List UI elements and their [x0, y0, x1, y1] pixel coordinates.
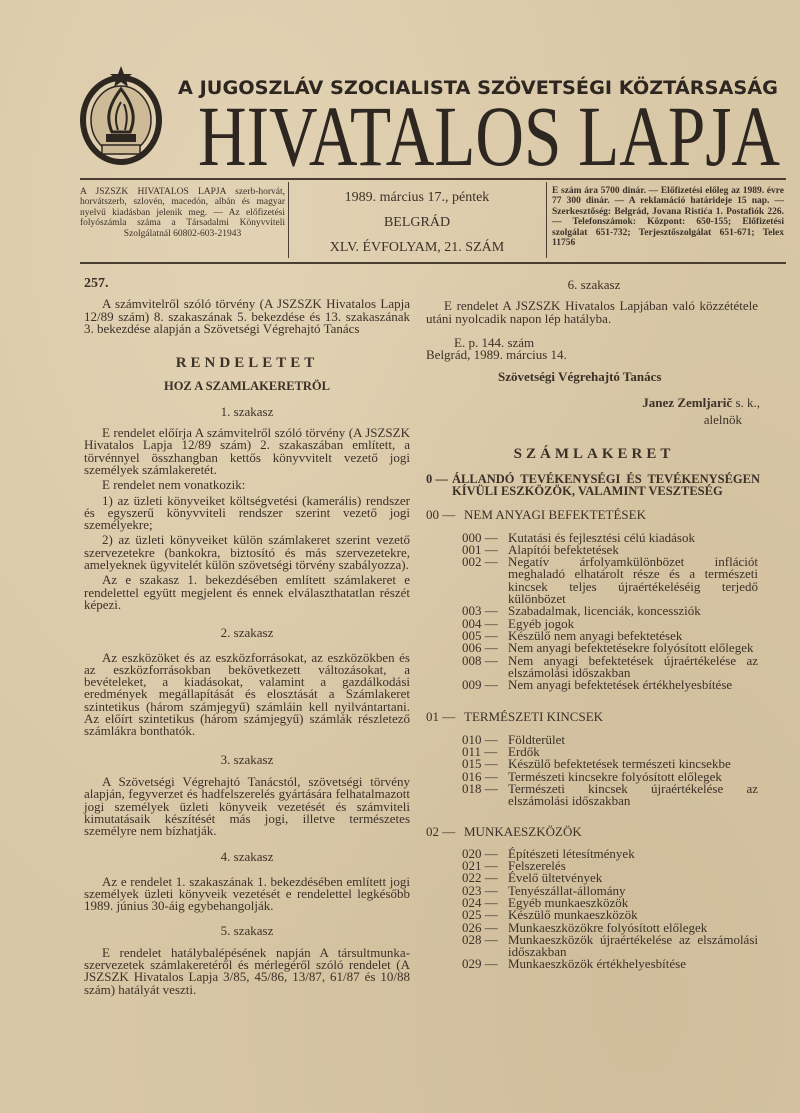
- section-title: 2. szakasz: [220, 625, 274, 641]
- issue-info: [292, 190, 542, 265]
- account-code: 011 —: [462, 744, 498, 760]
- issue-place: BELGRÁD: [383, 215, 451, 230]
- account-name: Természeti kincsekre folyósított előlegek: [508, 768, 722, 784]
- signer-role: alelnök: [703, 412, 742, 428]
- signer-suffix: s. k.,: [732, 394, 760, 410]
- group-title: MUNKAESZKÖZÖK: [464, 823, 582, 839]
- paragraph: Az e rendelet 1. szakaszának 1. bekezdésében említett jogi személyek üzleti könyveik vezetését e rendelettel legkésőbb 1989. június 30-áig egybehangolják.: [84, 873, 410, 914]
- account-code: 015 —: [462, 756, 498, 772]
- account-item: [462, 958, 758, 970]
- account-name: Munkaeszközök értékhelyesbítése: [508, 956, 686, 972]
- masthead-title-wrap: [196, 99, 784, 171]
- class-heading: [426, 473, 782, 498]
- account-groups: [426, 509, 782, 971]
- account-item: [462, 652, 758, 680]
- account-name: Földterület: [508, 731, 566, 747]
- account-name: Készülő munkaeszközök: [508, 907, 638, 923]
- account-code: 020 —: [462, 845, 498, 861]
- account-code: 029 —: [462, 956, 498, 972]
- account-frame-title: SZÁMLAKERET: [513, 446, 675, 463]
- account-name: Nem anyagi befektetésekre folyósított előlegek: [508, 640, 754, 656]
- account-code: 024 —: [462, 894, 498, 910]
- account-item: [462, 845, 758, 861]
- divider: [80, 262, 786, 264]
- account-name: Tenyészállat-állomány: [508, 882, 626, 898]
- account-name: Felszerelés: [508, 858, 566, 874]
- masthead-title: HIVATALOS LAPJA: [198, 99, 780, 171]
- preamble: A számvitelről szóló törvény (A JSZSZK Hivatalos Lapja 12/89 szám) 8. szakaszának 5. bekezdése és 13. szakaszának 3. bekezdése alapján a Szövetségi Végrehajtó Tanács: [84, 296, 410, 336]
- account-group-heading: [426, 711, 782, 723]
- account-name: Alapítói befektetések: [508, 541, 619, 557]
- paragraph: A Szövetségi Végrehajtó Tanácstól, szövetségi törvény alapján, fegyverzet és hadfelszerelés gyártására felhatalmazott jogi személyek üzleti könyveik vezetését és számviteli kimutatásaik készítését más jogi, illetve természetes személyre nem bízhatják.: [84, 773, 410, 839]
- group-title: TERMÉSZETI KINCSEK: [464, 709, 604, 725]
- issue-number: XLV. ÉVFOLYAM, 21. SZÁM: [329, 240, 505, 255]
- account-name: Egyéb munkaeszközök: [508, 894, 629, 910]
- account-item: [462, 860, 758, 872]
- account-code: 002 —: [462, 554, 498, 570]
- account-group-heading: [426, 823, 782, 839]
- account-list: [426, 731, 782, 809]
- account-name: Erdők: [508, 744, 540, 760]
- account-name: Nem anyagi befektetések újraértékelése az elszámolási időszakban: [508, 652, 758, 680]
- paragraph: 1) az üzleti könyveiket költségvetési (kamerális) rendszer és egyszerű könyvviteli rendszer szerint vezető jogi személyekre;: [84, 492, 410, 533]
- council-name: Szövetségi Végrehajtó Tanács: [498, 369, 662, 385]
- account-name: Kutatási és fejlesztési célú kiadások: [508, 529, 695, 545]
- account-code: 023 —: [462, 882, 498, 898]
- publication-info: A JSZSZK HIVATALOS LAPJA szerb-horvát, horvátszerb, szlovén, macedón, albán és magyar nyelvű kiadásban jelenik meg. — Az előfizetési folyószámla száma a Társadalmi Könyvviteli Szolgálatnál 60802-603-21943: [80, 187, 285, 239]
- account-code: 010 —: [462, 731, 498, 747]
- paragraph: E rendelet hatálybalépésének napján A társultmunka-szervezetek számlakeretéről és mérlegéről szóló rendelet (A JSZSZK Hivatalos Lapja 3/85, 45/86, 13/87, 61/87 és 10/88 szám) hatályát veszti.: [84, 944, 410, 997]
- price-contact-info: E szám ára 5700 dinár. — Előfizetési előleg az 1989. évre 77 300 dinár. — A reklamáció határideje 15 nap. — Szerkesztőség: Belgrád, Jovana Ristića 1. Postafiók 226. — Telefonszámok: Központ: 650-155; Előfizetési szolgálat 651-732; Terjesztőszolgálat 651-671; Telex 11756: [552, 186, 784, 249]
- account-name: Természeti kincsek újraértékelése az elszámolási időszakban: [508, 780, 758, 809]
- section-title: 3. szakasz: [220, 751, 274, 767]
- place-date: Belgrád, 1989. március 14.: [426, 347, 567, 363]
- state-emblem-icon: [78, 64, 164, 168]
- divider: [80, 178, 786, 180]
- account-list: [426, 529, 782, 693]
- account-code: 009 —: [462, 677, 498, 693]
- account-list: [426, 845, 782, 972]
- paragraph: E rendelet előírja A számvitelről szóló törvény (A JSZSZK Hivatalos Lapja 12/89 szám) 2. szakaszában említett, a törvénnyel összhangban kettős könyvvitelt vezető jogi személyek számlakeretét.: [84, 425, 410, 477]
- paragraph: Az eszközöket és az eszközforrásokat, az eszközökben és az eszközforrásokban bekövetkezett változásokat, a bevételeket, a kiadásokat, valamint a gazdálkodási eredmények megállapítását és elosztását a Számlakeret szintetikus (három számjegyű) számláin kell nyilvántartani. Az előírt szintetikus (három számjegyű) számlák részletező számlákra bonthatók.: [84, 649, 410, 739]
- account-code: 025 —: [462, 907, 498, 923]
- group-code: 02 —: [426, 823, 456, 839]
- account-item: [462, 931, 758, 960]
- account-item: [462, 679, 758, 691]
- account-code: 021 —: [462, 858, 498, 874]
- account-name: Munkaeszközök újraértékelése az elszámolási időszakban: [508, 931, 758, 960]
- account-group-heading: [426, 509, 782, 521]
- paragraph: E rendelet nem vonatkozik:: [102, 477, 246, 493]
- account-item: [462, 605, 758, 617]
- account-code: 008 —: [462, 652, 498, 668]
- class-title: ÁLLANDÓ TEVÉKENYSÉGI ÉS TEVÉKENYSÉGEN KÍVÜLI ESZKÖZÖK, VALAMINT VESZTESÉG: [452, 471, 760, 498]
- account-code: 005 —: [462, 627, 498, 643]
- signer-name: Janez Zemljarič: [642, 394, 733, 410]
- decree-number: 257.: [84, 276, 109, 291]
- account-name: Nem anyagi befektetések értékhelyesbítése: [508, 677, 733, 693]
- masthead-subtitle: A JUGOSZLÁV SZOCIALISTA SZÖVETSÉGI KÖZTÁRSASÁG: [178, 77, 770, 98]
- divider: [288, 182, 289, 258]
- account-name: Szabadalmak, licenciák, koncessziók: [508, 603, 701, 619]
- section-title: 4. szakasz: [220, 849, 274, 865]
- group-title: NEM ANYAGI BEFEKTETÉSEK: [464, 507, 646, 523]
- masthead-subtitle-wrap: [178, 74, 782, 98]
- account-code: 018 —: [462, 780, 498, 796]
- account-code: 028 —: [462, 931, 498, 947]
- account-code: 001 —: [462, 541, 498, 557]
- account-item: [462, 780, 758, 809]
- account-code: 003 —: [462, 603, 498, 619]
- section-title: 5. szakasz: [220, 922, 274, 938]
- decree-subheading: HOZ A SZAMLAKERETRÖL: [163, 379, 330, 394]
- account-item: [462, 731, 758, 747]
- account-code: 022 —: [462, 870, 498, 886]
- divider: [546, 182, 547, 258]
- paragraph: 2) az üzleti könyveiket külön számlakeret szerint vezető szervezetekre (bankokra, biztosító és más szervezetekre, amelyeknek ügyvitelét külön szövetségi törvény szabályozza).: [84, 532, 410, 573]
- account-name: Negatív árfolyamkülönbözet inflációt meghaladó elhatárolt része és a természeti kincsek teljes újraértékeléséig terjedő különbözet: [508, 554, 758, 607]
- group-code: 01 —: [426, 709, 456, 725]
- account-name: Munkaeszközökre folyósított előlegek: [508, 919, 708, 935]
- decree-heading: RENDELETET: [175, 355, 319, 372]
- account-code: 016 —: [462, 768, 498, 784]
- paragraph: E rendelet A JSZSZK Hivatalos Lapjában való közzététele utáni nyolcadik napon lép hatályba.: [426, 298, 758, 326]
- account-name: Építészeti létesítmények: [508, 845, 635, 861]
- paragraph: Az e szakasz 1. bekezdésében említett számlakeret e rendelettel együtt megjelent és ennek elválaszthatatlan részét képezi.: [84, 572, 410, 612]
- issue-date: 1989. március 17., péntek: [344, 190, 490, 205]
- left-column: [84, 278, 410, 996]
- account-code: 004 —: [462, 615, 498, 631]
- account-name: Évelő ültetvények: [508, 870, 603, 886]
- section-title: 1. szakasz: [220, 403, 274, 419]
- signature: [426, 394, 782, 410]
- section-title: 6. szakasz: [567, 277, 621, 292]
- account-name: Készülő nem anyagi befektetések: [508, 627, 683, 643]
- account-name: Egyéb jogok: [508, 615, 575, 631]
- right-column: [426, 279, 782, 971]
- reference-number: E. p. 144. szám: [454, 334, 535, 350]
- account-name: Készülő befektetések természeti kincsekbe: [508, 756, 731, 772]
- account-code: 006 —: [462, 640, 498, 656]
- account-code: 000 —: [462, 529, 498, 545]
- account-item: [462, 556, 758, 605]
- group-code: 00 —: [426, 507, 456, 523]
- account-code: 026 —: [462, 919, 498, 935]
- class-code: 0 —: [426, 471, 448, 486]
